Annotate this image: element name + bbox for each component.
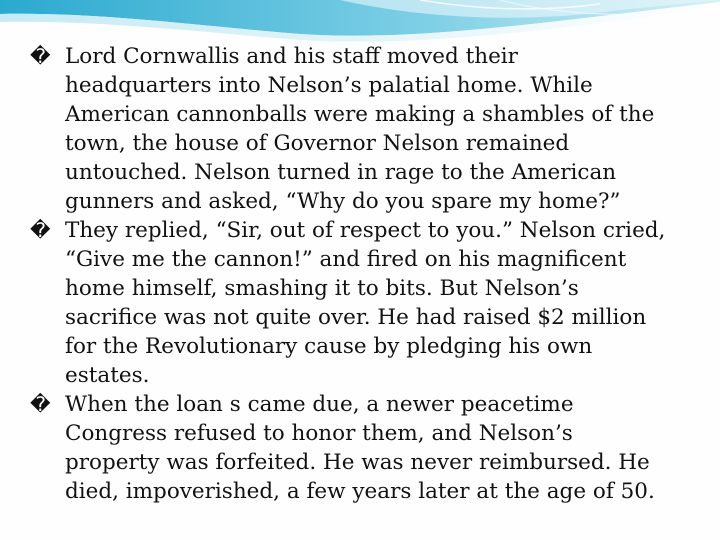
paragraph-line: sacrifice was not quite over. He had raised $2 million [65,305,647,330]
paragraph-line: died, impoverished, a few years later at the age of 50. [65,479,655,504]
bullet-paragraph [30,216,690,390]
bullet-icon: � [30,392,51,416]
bullet-paragraph [30,42,690,216]
paragraph-line: gunners and asked, “Why do you spare my home?” [65,189,621,214]
paragraph-line: “Give me the cannon!” and fired on his magnificent [65,247,627,272]
slide-body [30,42,690,506]
bullet-icon: � [30,44,51,68]
bullet-paragraph [30,390,690,506]
paragraph-line: They replied, “Sir, out of respect to you.” Nelson cried, [65,218,666,243]
paragraph-line: property was forfeited. He was never reimbursed. He [65,450,650,475]
paragraph-line: Lord Cornwallis and his staff moved their [65,44,518,69]
paragraph-line: Congress refused to honor them, and Nelson’s [65,421,573,446]
paragraph-line: estates. [65,363,150,388]
bullet-icon: � [30,218,51,242]
paragraph-line: headquarters into Nelson’s palatial home. While [65,73,593,98]
paragraph-line: home himself, smashing it to bits. But Nelson’s [65,276,579,301]
paragraph-line: for the Revolutionary cause by pledging his own [65,334,593,359]
paragraph-line: When the loan s came due, a newer peacetime [65,392,574,417]
paragraph-line: town, the house of Governor Nelson remained [65,131,570,156]
paragraph-line: American cannonballs were making a shambles of the [65,102,655,127]
paragraph-line: untouched. Nelson turned in rage to the American [65,160,617,185]
